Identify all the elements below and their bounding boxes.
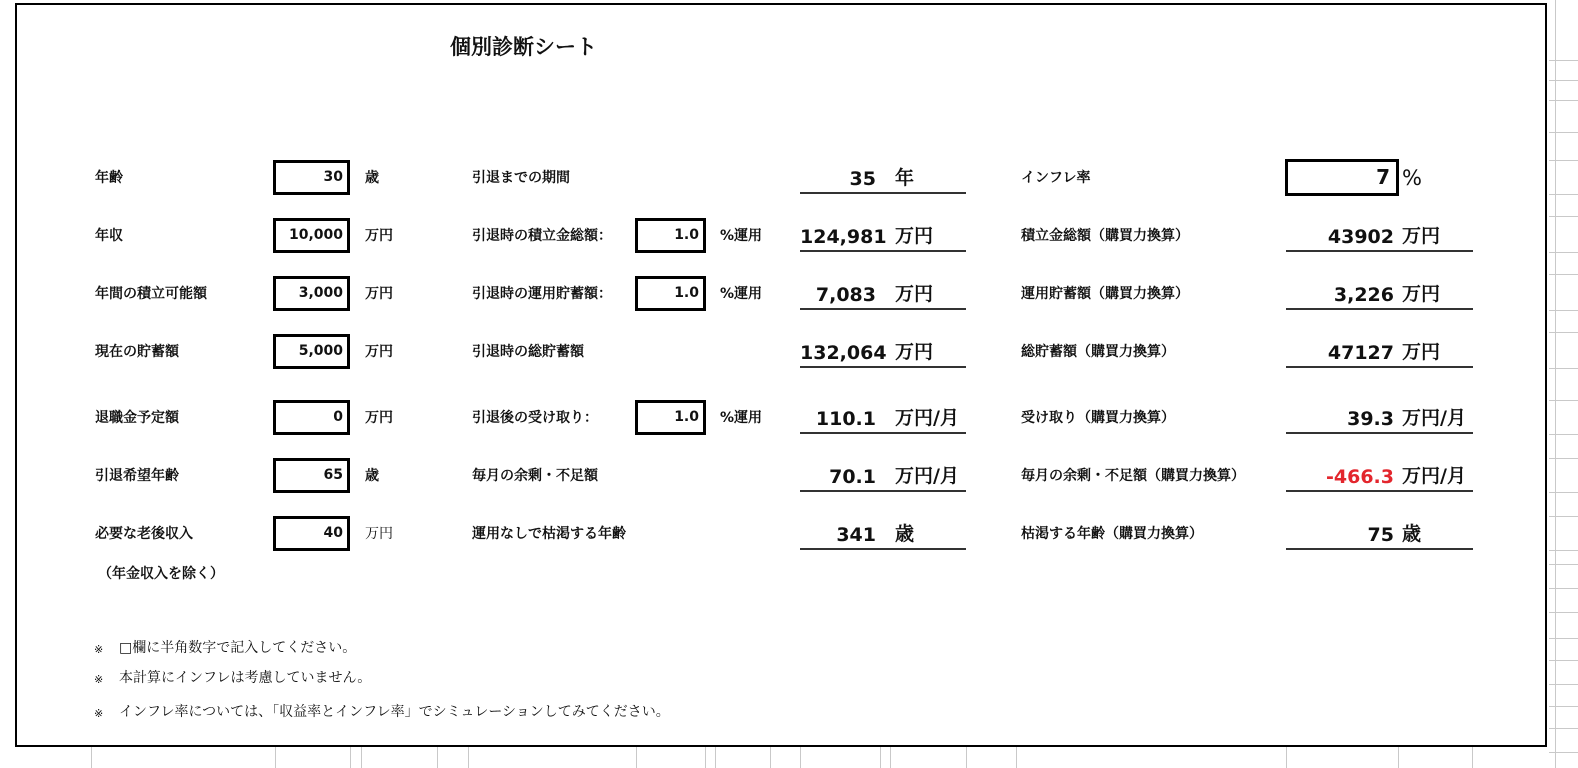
grid-line	[1549, 492, 1578, 493]
current-savings-label: 現在の貯蓄額	[95, 344, 179, 360]
grid-line	[1549, 588, 1578, 589]
grid-line	[1549, 216, 1578, 217]
real-monthly-balance-value: -466.3	[1326, 466, 1394, 488]
age-unit: 歳	[365, 170, 379, 186]
depletion-age-label: 運用なしで枯渇する年齢	[472, 526, 626, 542]
invested-rate-unit: %運用	[720, 286, 763, 302]
real-receipt-unit: 万円/月	[1402, 407, 1466, 429]
retirement-bonus-input[interactable]: 0	[273, 400, 350, 435]
grid-line	[1549, 612, 1578, 613]
real-invested-savings-label: 運用貯蓄額（購買力換算）	[1021, 286, 1189, 302]
real-depletion-age-value: 75	[1367, 524, 1394, 546]
grid-line	[715, 747, 716, 768]
grid-line	[1549, 252, 1578, 253]
required-income-sublabel: （年金収入を除く）	[98, 566, 224, 582]
real-reserve-total-value: 43902	[1327, 226, 1394, 248]
reserve-total-value: 124,981	[800, 226, 887, 248]
real-invested-savings-unit: 万円	[1402, 283, 1441, 305]
real-total-savings-unit: 万円	[1402, 341, 1441, 363]
years-to-retirement-value: 35	[849, 168, 876, 190]
note-text: 本計算にインフレは考慮していません。	[119, 670, 372, 686]
grid-line	[1549, 132, 1578, 133]
grid-line	[1549, 332, 1578, 333]
grid-line	[1398, 747, 1399, 768]
grid-line	[1549, 550, 1578, 551]
grid-line	[636, 747, 637, 768]
grid-line	[1549, 728, 1578, 729]
monthly-balance-unit: 万円/月	[895, 465, 959, 487]
grid-line	[275, 747, 276, 768]
grid-line	[361, 747, 362, 768]
age-label: 年齢	[95, 170, 123, 186]
required-income-unit: 万円	[365, 526, 393, 542]
reserve-rate-input[interactable]: 1.0	[635, 218, 706, 253]
current-savings-unit: 万円	[365, 344, 393, 360]
underline	[800, 490, 966, 492]
grid-line	[800, 747, 801, 768]
invested-savings-value: 7,083	[815, 284, 876, 306]
years-to-retirement-label: 引退までの期間	[472, 170, 570, 186]
depletion-age-unit: 歳	[895, 523, 915, 545]
grid-line	[350, 747, 351, 768]
grid-line	[1549, 80, 1578, 81]
real-reserve-total-unit: 万円	[1402, 225, 1441, 247]
grid-line	[1549, 752, 1578, 753]
annual-savings-unit: 万円	[365, 286, 393, 302]
post-retirement-receipt-value: 110.1	[815, 408, 876, 430]
grid-line	[468, 747, 469, 768]
underline	[800, 548, 966, 550]
income-label: 年収	[95, 228, 123, 244]
required-income-label: 必要な老後収入	[95, 526, 193, 542]
underline	[1286, 366, 1473, 368]
retirement-age-unit: 歳	[365, 468, 379, 484]
grid-line	[770, 747, 771, 768]
grid-line	[1549, 368, 1578, 369]
note-text: □欄に半角数字で記入してください。	[119, 640, 357, 656]
retirement-bonus-unit: 万円	[365, 410, 393, 426]
grid-line	[890, 747, 891, 768]
monthly-balance-label: 毎月の余剰・不足額	[472, 468, 598, 484]
real-depletion-age-label: 枯渇する年齢（購買力換算）	[1021, 526, 1203, 542]
current-savings-input[interactable]: 5,000	[273, 334, 350, 369]
underline	[800, 308, 966, 310]
years-to-retirement-unit: 年	[895, 167, 915, 189]
annual-savings-label: 年間の積立可能額	[95, 286, 207, 302]
real-receipt-label: 受け取り（購買力換算）	[1021, 410, 1175, 426]
reserve-total-unit: 万円	[895, 225, 934, 247]
grid-line	[1549, 564, 1578, 565]
grid-line	[1549, 100, 1578, 101]
grid-line	[1549, 458, 1578, 459]
grid-line	[1549, 706, 1578, 707]
invested-savings-label: 引退時の運用貯蓄額：	[472, 286, 612, 302]
grid-line	[1549, 638, 1578, 639]
grid-line	[1549, 400, 1578, 401]
post-retirement-receipt-unit: 万円/月	[895, 407, 959, 429]
real-monthly-balance-label: 毎月の余剰・不足額（購買力換算）	[1021, 468, 1245, 484]
annual-savings-input[interactable]: 3,000	[273, 276, 350, 311]
grid-line	[91, 747, 92, 768]
retirement-age-label: 引退希望年齢	[95, 468, 179, 484]
grid-line	[1286, 747, 1287, 768]
underline	[1286, 308, 1473, 310]
grid-line	[1549, 60, 1578, 61]
underline	[1286, 490, 1473, 492]
grid-line	[966, 747, 967, 768]
underline	[800, 192, 966, 194]
underline	[1286, 432, 1473, 434]
receipt-rate-unit: %運用	[720, 410, 763, 426]
grid-line	[1549, 160, 1578, 161]
grid-line	[1549, 194, 1578, 195]
required-income-input[interactable]: 40	[273, 516, 350, 551]
underline	[1286, 250, 1473, 252]
reserve-total-label: 引退時の積立金総額：	[472, 228, 612, 244]
invested-rate-input[interactable]: 1.0	[635, 276, 706, 311]
real-receipt-value: 39.3	[1347, 408, 1394, 430]
invested-savings-unit: 万円	[895, 283, 934, 305]
real-monthly-balance-unit: 万円/月	[1402, 465, 1466, 487]
grid-line	[1549, 434, 1578, 435]
inflation-rate-unit: %	[1402, 166, 1422, 190]
inflation-rate-label: インフレ率	[1021, 170, 1091, 186]
inflation-rate-input[interactable]: 7	[1285, 159, 1399, 196]
grid-line	[1549, 310, 1578, 311]
total-savings-value: 132,064	[800, 342, 887, 364]
total-savings-unit: 万円	[895, 341, 934, 363]
grid-line	[1555, 0, 1556, 768]
grid-line	[1016, 747, 1017, 768]
total-savings-label: 引退時の総貯蓄額	[472, 344, 584, 360]
note-text: インフレ率については、「収益率とインフレ率」でシミュレーションしてみてください。	[119, 704, 670, 720]
real-total-savings-label: 総貯蓄額（購買力換算）	[1021, 344, 1175, 360]
post-retirement-receipt-label: 引退後の受け取り：	[472, 410, 598, 426]
grid-line	[1472, 747, 1473, 768]
grid-line	[1549, 516, 1578, 517]
note-mark: ※	[94, 643, 104, 656]
reserve-rate-unit: %運用	[720, 228, 763, 244]
grid-line	[705, 747, 706, 768]
income-unit: 万円	[365, 228, 393, 244]
note-mark: ※	[94, 707, 104, 720]
underline	[1286, 548, 1473, 550]
grid-line	[1549, 274, 1578, 275]
real-invested-savings-value: 3,226	[1333, 284, 1394, 306]
grid-line	[1549, 660, 1578, 661]
grid-line	[1549, 684, 1578, 685]
receipt-rate-input[interactable]: 1.0	[635, 400, 706, 435]
underline	[800, 432, 966, 434]
grid-line	[437, 747, 438, 768]
real-total-savings-value: 47127	[1327, 342, 1394, 364]
real-depletion-age-unit: 歳	[1402, 523, 1422, 545]
underline	[800, 250, 966, 252]
underline	[800, 366, 966, 368]
retirement-bonus-label: 退職金予定額	[95, 410, 179, 426]
note-mark: ※	[94, 673, 104, 686]
income-input[interactable]: 10,000	[273, 218, 350, 253]
grid-line	[880, 747, 881, 768]
depletion-age-value: 341	[836, 524, 876, 546]
age-input[interactable]: 30	[273, 160, 350, 195]
diagnosis-sheet	[15, 3, 1547, 747]
monthly-balance-value: 70.1	[829, 466, 876, 488]
page-title: 個別診断シート	[450, 35, 597, 59]
retirement-age-input[interactable]: 65	[273, 458, 350, 493]
real-reserve-total-label: 積立金総額（購買力換算）	[1021, 228, 1189, 244]
